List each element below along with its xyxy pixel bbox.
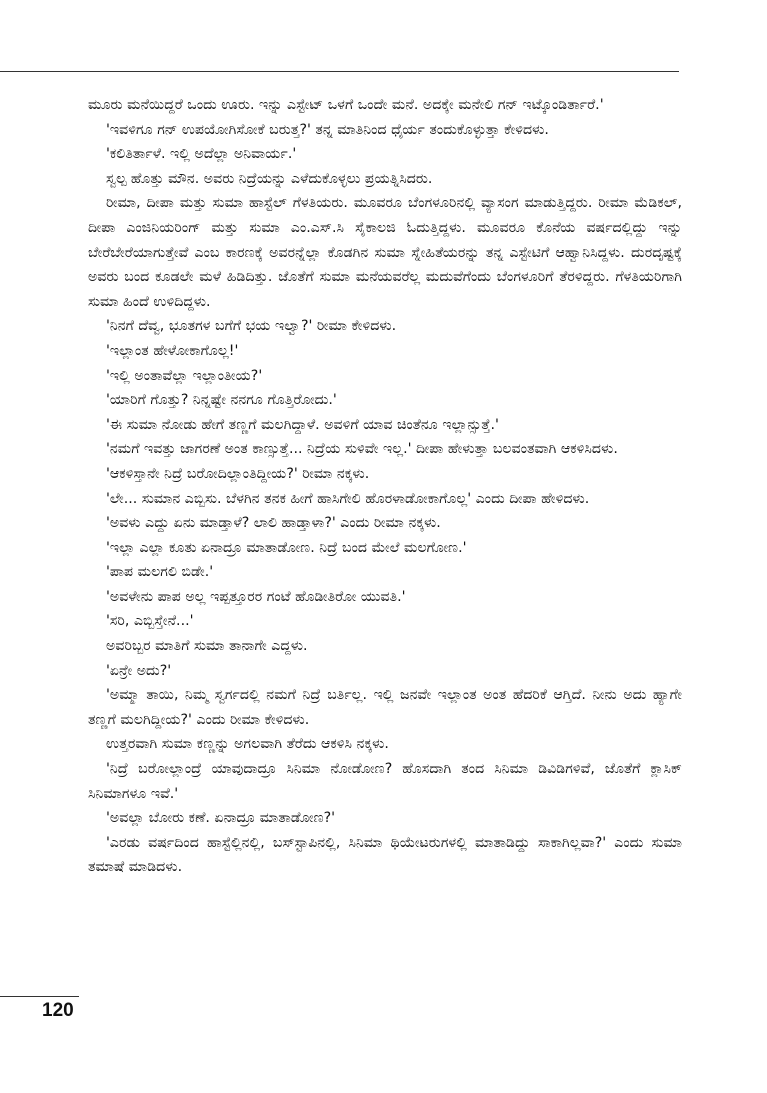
paragraph: ಉತ್ತರವಾಗಿ ಸುಮಾ ಕಣ್ಣನ್ನು ಅಗಲವಾಗಿ ತೆರೆದು ಆಕಳಿಸಿ ನಕ್ಕಳು. [106,736,389,753]
paragraph: 'ಪಾಪ ಮಲಗಲಿ ಬಿಡೇ.' [106,564,214,581]
paragraph: 'ಇವಳಿಗೂ ಗನ್ ಉಪಯೋಗಿಸೋಕೆ ಬರುತ್ತ?' ತನ್ನ ಮಾತಿನಿಂದ ಧೈರ್ಯ ತಂದುಕೊಳ್ಳುತ್ತಾ ಕೇಳಿದಳು. [106,121,549,138]
paragraph: 'ಅವಳೇನು ಪಾಪ ಅಲ್ಲ ಇಪ್ಪತ್ತೂರರ ಗಂಟೆ ಹೊಡೀತಿರೋ ಯುವತಿ.' [106,588,406,605]
paragraph: 'ನಿದ್ರೆ ಬರೋಲ್ಲಾಂದ್ರೆ ಯಾವುದಾದ್ರೂ ಸಿನಿಮಾ ನೋಡೋಣ? ಹೊಸದಾಗಿ ತಂದ ಸಿನಿಮಾ ಡಿವಿಡಿಗಳಿವೆ, ಜೊತೆಗೆ ಕ್ಲಾಸಿಕ್ ಸಿನಿಮಾಗಳೂ ಇವೆ.' [88,761,682,802]
paragraph: 'ಆಕಳಿಸ್ತಾನೇ ನಿದ್ರೆ ಬರೋದಿಲ್ಲಾಂತಿದ್ದೀಯ?' ರೀಮಾ ನಕ್ಕಳು. [106,465,370,482]
footer-rule [0,996,79,997]
paragraph: 'ಯಾರಿಗೆ ಗೊತ್ತು? ನಿನ್ನಷ್ಟೇ ನನಗೂ ಗೊತ್ತಿರೋದು.' [106,392,337,409]
paragraph: ಅವರಿಬ್ಬರ ಮಾತಿಗೆ ಸುಮಾ ತಾನಾಗೇ ಎದ್ದಳು. [106,638,308,655]
page-number: 120 [42,1000,74,1021]
paragraph: 'ಈ ಸುಮಾ ನೋಡು ಹೇಗೆ ತಣ್ಣಗೆ ಮಲಗಿದ್ದಾಳೆ. ಅವಳಿಗೆ ಯಾವ ಚಿಂತೆನೂ ಇಲ್ಲಾನ್ಸುತ್ತೆ.' [106,416,499,433]
paragraph: 'ನಮಗೆ ಇವತ್ತು ಜಾಗರಣೆ ಅಂತ ಕಾಣ್ಸುತ್ತೆ... ನಿದ್ರೆಯ ಸುಳಿವೇ ಇಲ್ಲ.' ದೀಪಾ ಹೇಳುತ್ತಾ ಬಲವಂತವಾಗಿ ಆಕಳಿಸಿದಳು. [106,441,618,458]
paragraph: 'ಲೇ... ಸುಮಾನ ಎಬ್ಬಿಸು. ಬೆಳಗಿನ ತನಕ ಹೀಗೆ ಹಾಸಿಗೇಲಿ ಹೊರಳಾಡೋಕಾಗೊಲ್ಲ' ಎಂದು ದೀಪಾ ಹೇಳಿದಳು. [106,490,590,507]
paragraph: 'ಎರಡು ವರ್ಷದಿಂದ ಹಾಸ್ಟೆಲ್ಲಿನಲ್ಲಿ, ಬಸ್‌ಸ್ಟಾಪಿನಲ್ಲಿ, ಸಿನಿಮಾ ಥಿಯೇಟರುಗಳಲ್ಲಿ ಮಾತಾಡಿದ್ದು ಸಾಕಾಗಿಲ್ಲವಾ?' ಎಂದು ಸುಮಾ ತಮಾಷೆ ಮಾಡಿದಳು. [88,834,682,876]
paragraph: 'ಅವಳು ಎದ್ದು ಏನು ಮಾಡ್ತಾಳೆ? ಲಾಲಿ ಹಾಡ್ತಾಳಾ?' ಎಂದು ರೀಮಾ ನಕ್ಕಳು. [106,515,441,532]
page-body-text [88,93,682,880]
header-rule [0,71,679,72]
paragraph: ಮೂರು ಮನೆಯಿದ್ದರೆ ಒಂದು ಊರು. ಇನ್ನು ಎಸ್ಟೇಟ್ ಒಳಗೆ ಒಂದೇ ಮನೆ. ಅದಕ್ಕೇ ಮನೇಲಿ ಗನ್ ಇಟ್ಕೊಂಡಿರ್ತಾರೆ.' [88,97,604,113]
paragraph: 'ಇಲ್ಲಿ ಅಂತಾವೆಲ್ಲಾ ಇಲ್ಲಾಂತೀಯ?' [106,367,263,384]
paragraph: 'ಸರಿ, ಎಬ್ಬಿಸ್ತೇನೆ...' [106,613,194,630]
paragraph: ಸ್ವಲ್ಪ ಹೊತ್ತು ಮೌನ. ಅವರು ನಿದ್ರೆಯನ್ನು ಎಳೆದುಕೊಳ್ಳಲು ಪ್ರಯತ್ನಿಸಿದರು. [106,170,433,187]
paragraph: 'ನಿನಗೆ ದೆವ್ವ, ಭೂತಗಳ ಬಗೆಗೆ ಭಯ ಇಲ್ವಾ?' ರೀಮಾ ಕೇಳಿದಳು. [106,318,397,335]
paragraph: 'ಅವಲ್ಲಾ ಬೋರು ಕಣೆ. ಏನಾದ್ರೂ ಮಾತಾಡೋಣ?' [106,810,336,827]
paragraph: 'ಇಲ್ಲಾ ಎಲ್ಲಾ ಕೂತು ಏನಾದ್ರೂ ಮಾತಾಡೋಣ. ನಿದ್ರೆ ಬಂದ ಮೇಲೆ ಮಲಗೋಣ.' [106,539,467,556]
paragraph: 'ಅಮ್ಮಾ ತಾಯಿ, ನಿಮ್ಮ ಸ್ವರ್ಗದಲ್ಲಿ ನಮಗೆ ನಿದ್ರೆ ಬರ್ತಿಲ್ಲ. ಇಲ್ಲಿ ಜನವೇ ಇಲ್ಲಾಂತ ಅಂತ ಹೆದರಿಕೆ ಆಗ್ತಿದೆ. ನೀನು ಅದು ಹ್ಯಾಗೇ ತಣ್ಣಗೆ ಮಲಗಿದ್ದೀಯ?' ಎಂದು ರೀಮಾ ಕೇಳಿದಳು. [88,687,682,728]
paragraph: ರೀಮಾ, ದೀಪಾ ಮತ್ತು ಸುಮಾ ಹಾಸ್ಟೆಲ್ ಗೆಳತಿಯರು. ಮೂವರೂ ಬೆಂಗಳೂರಿನಲ್ಲಿ ವ್ಯಾಸಂಗ ಮಾಡುತ್ತಿದ್ದರು. ರೀಮಾ ಮೆಡಿಕಲ್, ದೀಪಾ ಎಂಜಿನಿಯರಿಂಗ್ ಮತ್ತು ಸುಮಾ ಎಂ.ಎಸ್.ಸಿ ಸೈಕಾಲಜಿ ಓದುತ್ತಿದ್ದಳು. ಮೂವರೂ ಕೊನೆಯ ವರ್ಷದಲ್ಲಿದ್ದು ಇನ್ನು ಬೇರೆಬೇರೆಯಾಗುತ್ತೇವೆ ಎಂಬ ಕಾರಣಕ್ಕೆ ಅವರನ್ನೆಲ್ಲಾ ಕೊಡಗಿನ ಸುಮಾ ಸ್ನೇಹಿತೆಯರನ್ನು ತನ್ನ ಎಸ್ಟೇಟಿಗೆ ಆಹ್ವಾನಿಸಿದ್ದಳು. ದುರದೃಷ್ಟಕ್ಕೆ ಅವರು ಬಂದ ಕೂಡಲೇ ಮಳೆ ಹಿಡಿದಿತ್ತು. ಜೊತೆಗೆ ಸುಮಾ ಮನೆಯವರೆಲ್ಲ ಮದುವೆಗೆಂದು ಬೆಂಗಳೂರಿಗೆ ತೆರಳಿದ್ದರು. ಗೆಳತಿಯರಿಗಾಗಿ ಸುಮಾ ಹಿಂದೆ ಉಳಿದಿದ್ದಳು. [88,195,682,310]
paragraph: 'ಏನ್ರೇ ಅದು?' [106,662,172,679]
paragraph: 'ಕಲಿತಿರ್ತಾಳೆ. ಇಲ್ಲಿ ಅದೆಲ್ಲಾ ಅನಿವಾರ್ಯ.' [106,146,297,163]
paragraph: 'ಇಲ್ಲಾಂತ ಹೇಳೋಕಾಗೊಲ್ಲ!' [106,342,239,359]
